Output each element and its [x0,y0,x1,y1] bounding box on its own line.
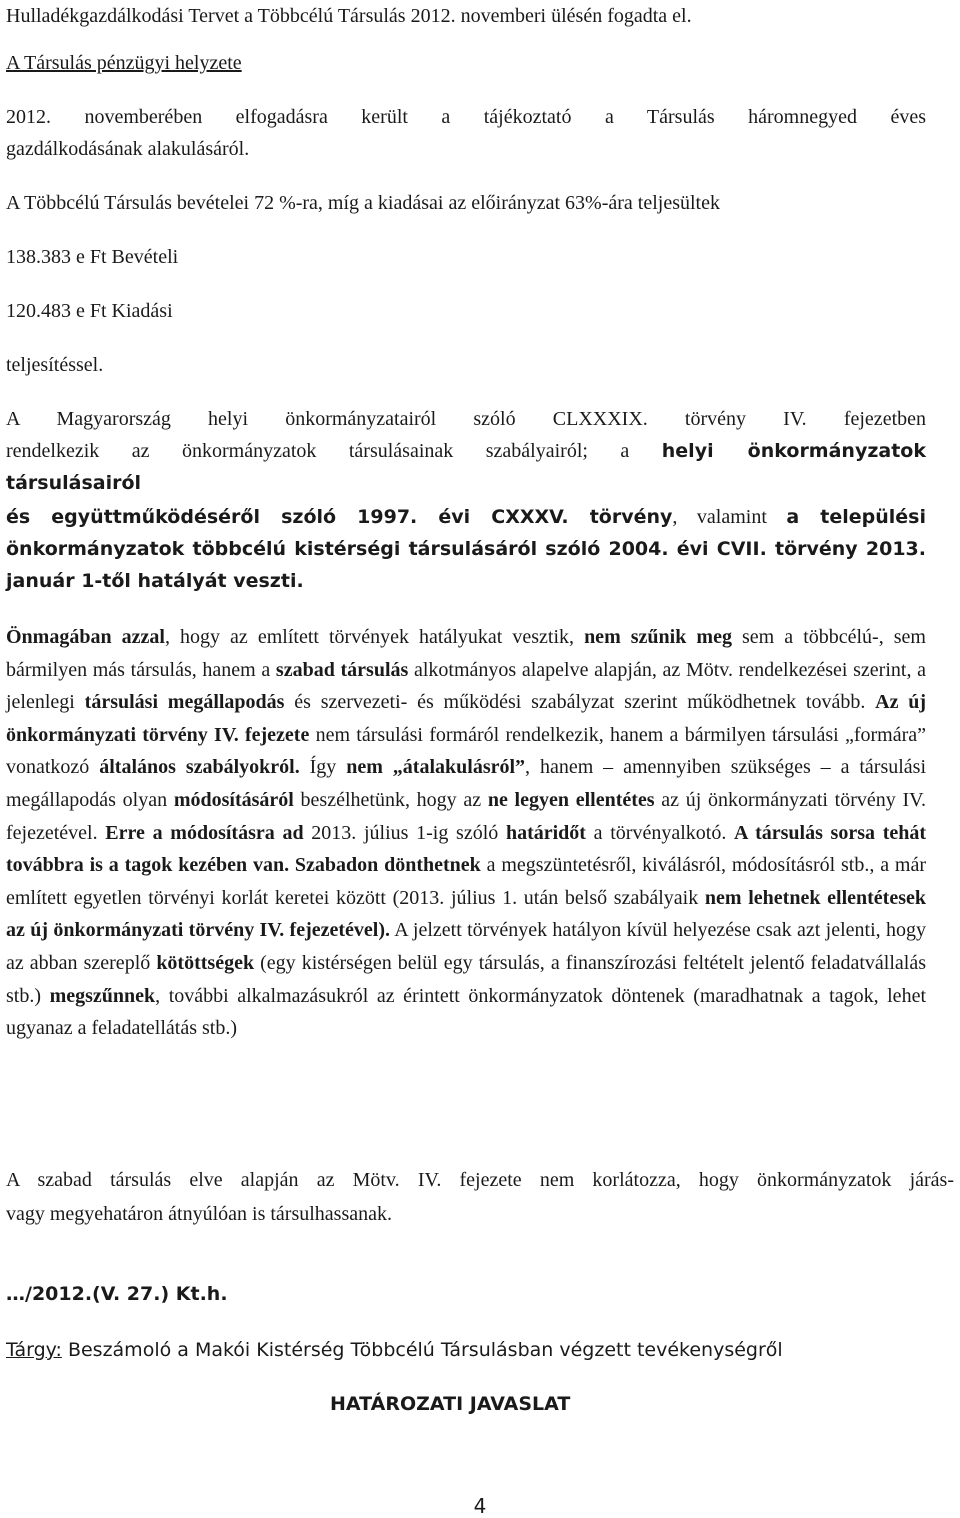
subject-text: Beszámoló a Makói Kistérség Többcélú Társulásban végzett tevékenységről [61,1339,783,1361]
law-line-4 [6,501,926,533]
main-paragraph-segment: nem „átalakulásról” [346,756,526,779]
completion-line: teljesítéssel. [6,354,104,376]
subject-label: Tárgy: [6,1339,62,1361]
intro-line: Hulladékgazdálkodási Tervet a Többcélú Társulás 2012. novemberi ülésén fogadta el. [6,5,692,27]
main-paragraph-segment: Erre a módosításra ad [105,821,304,844]
main-paragraph-segment: ne legyen ellentétes [487,788,655,811]
proposal-heading: HATÁROZATI JAVASLAT [330,1393,571,1415]
law-line-2b: helyi önkormányzatok [661,440,926,462]
law-line-3 [6,467,141,499]
main-paragraph-segment: és szervezeti- és működési szabályzat szerint működhetnek tovább. [284,691,876,714]
law-line-5 [6,533,926,565]
main-paragraph-segment: 2013. július 1-ig szóló [303,821,506,844]
main-paragraph-segment: a törvényalkotó. [585,821,735,844]
main-paragraph-segment: módosításáról [173,788,294,811]
main-paragraph-segment: nem lehetnek ellentétesek az új önkormányzati törvény IV. fejezetével). [6,886,926,942]
main-paragraph [6,621,926,1045]
resolution-number: …/2012.(V. 27.) Kt.h. [6,1283,228,1305]
law-line-1: A Magyarország helyi önkormányzatairól szóló CLXXXIX. törvény IV. fejezetben [6,408,926,430]
main-paragraph-segment: , hogy az említett törvények hatályukat vesztik, [164,626,585,648]
expense-line: 120.483 e Ft Kiadási [6,300,173,322]
main-paragraph-segment: Így [299,756,347,779]
revenue-line: 138.383 e Ft Bevételi [6,246,179,268]
main-paragraph-segment: nem szűnik meg [584,626,732,648]
main-paragraph-segment: az új önkormányzati törvény IV. fejezetével. [6,788,927,844]
law-line-4a: és együttműködéséről szóló 1997. évi CXXXV. törvény [6,506,673,528]
section-heading-text: A Társulás pénzügyi helyzete [6,52,242,74]
paragraph-2: A Többcélú Társulás bevételei 72 %-ra, míg a kiadásai az előirányzat 63%-ára teljesültek [6,192,720,214]
main-paragraph-segment: (egy kistérségen belül egy társulás, a finanszírozási feltételt jelentő feladatvállalás stb.) [6,951,927,1007]
main-paragraph-segment: alkotmányos alapelve alapján, az Mötv. rendelkezései szerint, a jelenlegi [6,658,926,714]
paragraph-1-line-2: gazdálkodásának alakulásáról. [6,138,250,160]
main-paragraph-segment: szabad társulás [275,658,409,681]
main-paragraph-segment: a megszüntetésről, kiválásról, módosításról stb., a már említett egyetlen törvényi korlát keretei között (2013. július 1. után belső szabályaik [6,854,926,909]
law-line-6 [6,565,304,597]
main-paragraph-segment: megszűnnek [49,984,156,1007]
main-paragraph-segment: Az új önkormányzati törvény IV. fejezete [6,691,927,746]
subject-line [6,1334,783,1366]
paragraph-1-line-1: 2012. novemberében elfogadásra került a tájékoztató a Társulás háromnegyed éves [6,106,926,128]
page-number: 4 [473,1494,487,1518]
section-heading [6,47,242,79]
law-line-2a: rendelkezik az önkormányzatok társulásainak szabályairól; a [6,440,662,462]
law-line-5-text: önkormányzatok többcélú kistérségi társulásáról szóló 2004. évi CVII. törvény 2013. [6,538,926,560]
law-line-3-text: társulásairól [6,472,142,494]
free-association-line-1: A szabad társulás elve alapján az Mötv. IV. fejezete nem korlátozza, hogy önkormányzatok járás- [6,1169,954,1191]
main-paragraph-segment: társulási megállapodás [84,691,285,714]
main-paragraph-segment: sem a többcélú-, sem bármilyen más társulás, hanem a [6,626,926,681]
free-association-line-2: vagy megyehatáron átnyúlóan is társulhassanak. [6,1203,392,1225]
law-line-4c: a települési [786,506,926,528]
main-paragraph-segment: A társulás sorsa tehát továbbra is a tagok kezében van. Szabadon dönthetnek [6,821,927,877]
main-paragraph-segment: , további alkalmazásukról az érintett önkormányzatok döntenek (maradhatnak a tagok, lehet ugyanaz a feladatellátás stb.) [6,984,926,1040]
law-line-4b: , valamint [672,506,787,528]
main-paragraph-segment: Önmagában azzal [6,626,165,648]
main-paragraph-segment: beszélhetünk, hogy az [293,788,488,811]
law-line-2 [6,435,926,467]
main-paragraph-segment: , hanem – amennyiben szükséges – a társulási megállapodás olyan [6,756,927,811]
main-paragraph-segment: általános szabályokról. [99,756,300,779]
main-paragraph-segment: nem társulási formáról rendelkezik, hanem a bármilyen társulási „formára” vonatkozó [6,723,926,779]
main-paragraph-segment: határidőt [505,821,586,844]
main-paragraph-segment: kötöttségek [156,951,255,974]
main-paragraph-segment: A jelzett törvények hatályon kívül helyezése csak azt jelenti, hogy az abban szereplő [6,919,926,974]
law-line-6-text: január 1-től hatályát veszti. [6,570,304,592]
